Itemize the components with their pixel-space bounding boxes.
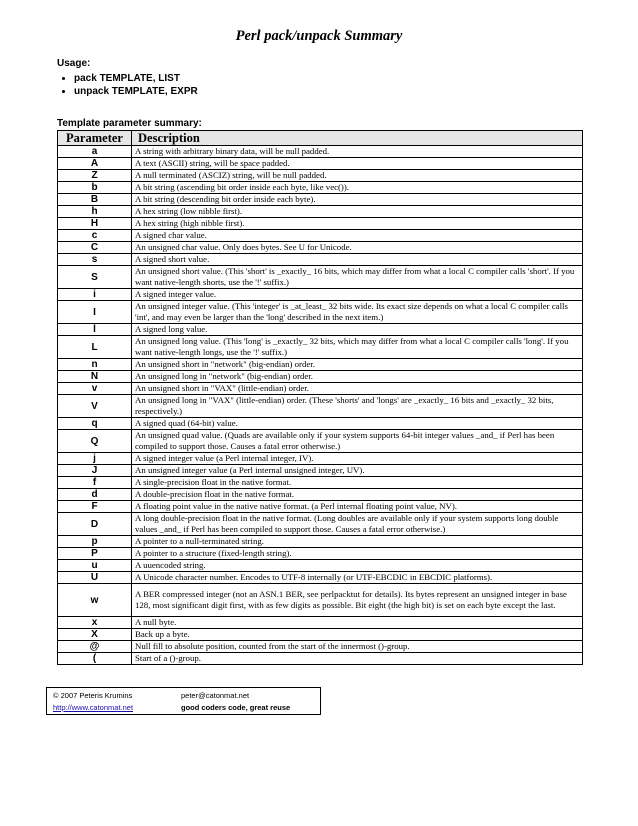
table-row <box>58 560 583 572</box>
parameter-description: A signed integer value. <box>132 289 583 301</box>
parameter-description: An unsigned integer value (a Perl internal unsigned integer, UV). <box>132 465 583 477</box>
parameter-description: Back up a byte. <box>132 629 583 641</box>
website-link[interactable]: http://www.catonmat.net <box>53 703 134 712</box>
table-row <box>58 266 583 289</box>
parameter-code: l <box>58 324 132 336</box>
parameter-description: Null fill to absolute position, counted from the start of the innermost ()-group. <box>132 641 583 653</box>
parameter-code: P <box>58 548 132 560</box>
parameter-description: An unsigned long value. (This 'long' is _exactly_ 32 bits, which may differ from what a local C compiler calls 'long'. If you want native-length longs, use the '!' suffix.) <box>132 336 583 359</box>
parameter-description: An unsigned short in "network" (big-endian) order. <box>132 359 583 371</box>
table-row <box>58 359 583 371</box>
parameter-description: An unsigned quad value. (Quads are available only if your system supports 64-bit integer values _and_ if Perl has been compiled to support those. Causes a fatal error otherwise.) <box>132 430 583 453</box>
parameter-code: J <box>58 465 132 477</box>
parameter-code: f <box>58 477 132 489</box>
parameter-description: Start of a ()-group. <box>132 653 583 665</box>
parameter-code: X <box>58 629 132 641</box>
template-summary-heading: Template parameter summary: <box>57 118 202 129</box>
parameter-description: A Unicode character number. Encodes to UTF-8 internally (or UTF-EBCDIC in EBCDIC platforms). <box>132 572 583 584</box>
table-row <box>58 641 583 653</box>
table-row <box>58 301 583 324</box>
parameter-code: x <box>58 617 132 629</box>
parameter-code: L <box>58 336 132 359</box>
table-row <box>58 617 583 629</box>
description-column-header: Description <box>132 131 583 146</box>
parameter-description: A null byte. <box>132 617 583 629</box>
table-row <box>58 430 583 453</box>
parameter-description: A signed quad (64-bit) value. <box>132 418 583 430</box>
table-body <box>58 146 583 665</box>
table-row <box>58 513 583 536</box>
table-row <box>58 536 583 548</box>
table-row <box>58 206 583 218</box>
parameter-code: F <box>58 501 132 513</box>
parameter-description: A signed long value. <box>132 324 583 336</box>
email-text: peter@catonmat.net <box>181 691 250 700</box>
slogan-text: good coders code, great reuse <box>181 703 291 712</box>
table-row <box>58 371 583 383</box>
table-row <box>58 289 583 301</box>
table-row <box>58 453 583 465</box>
parameter-code: v <box>58 383 132 395</box>
table-row <box>58 584 583 617</box>
parameter-code: A <box>58 158 132 170</box>
parameter-code: j <box>58 453 132 465</box>
parameter-code: q <box>58 418 132 430</box>
parameter-code: b <box>58 182 132 194</box>
parameter-description: A hex string (high nibble first). <box>132 218 583 230</box>
table-row <box>58 182 583 194</box>
parameter-description: An unsigned char value. Only does bytes. See U for Unicode. <box>132 242 583 254</box>
parameter-description: An unsigned short in "VAX" (little-endian) order. <box>132 383 583 395</box>
table-row <box>58 548 583 560</box>
parameter-code: S <box>58 266 132 289</box>
parameter-code: I <box>58 301 132 324</box>
table-row <box>58 395 583 418</box>
parameter-description: An unsigned integer value. (This 'integer' is _at_least_ 32 bits wide. Its exact size depends on what a local C compiler calls 'int', and may even be larger than the 'long' described in the next item.) <box>132 301 583 324</box>
parameter-column-header: Parameter <box>58 131 132 146</box>
parameter-code: a <box>58 146 132 158</box>
parameter-description: A null terminated (ASCIZ) string, will be null padded. <box>132 170 583 182</box>
table-row <box>58 158 583 170</box>
page-title: Perl pack/unpack Summary <box>235 28 403 44</box>
table-row <box>58 489 583 501</box>
usage-section <box>57 58 198 98</box>
parameter-code: Z <box>58 170 132 182</box>
table-row <box>58 629 583 641</box>
parameter-code: p <box>58 536 132 548</box>
parameter-code: D <box>58 513 132 536</box>
table-row <box>58 218 583 230</box>
table-row <box>58 324 583 336</box>
table-row <box>58 170 583 182</box>
parameter-description: A bit string (ascending bit order inside each byte, like vec()). <box>132 182 583 194</box>
parameter-code: i <box>58 289 132 301</box>
parameter-description: A double-precision float in the native format. <box>132 489 583 501</box>
table-row <box>58 230 583 242</box>
parameter-description: A floating point value in the native native format. (a Perl internal floating point value, NV). <box>132 501 583 513</box>
parameter-description: A hex string (low nibble first). <box>132 206 583 218</box>
parameter-code: n <box>58 359 132 371</box>
parameter-description: A string with arbitrary binary data, will be null padded. <box>132 146 583 158</box>
parameter-code: @ <box>58 641 132 653</box>
parameter-code: ( <box>58 653 132 665</box>
parameter-description: A uuencoded string. <box>132 560 583 572</box>
parameter-code: Q <box>58 430 132 453</box>
parameter-code: H <box>58 218 132 230</box>
parameter-description: A bit string (descending bit order inside each byte). <box>132 194 583 206</box>
parameter-description: An unsigned long in "VAX" (little-endian) order. (These 'shorts' and 'longs' are _exactly_ 16 bits and _exactly_ 32 bits, respectively.) <box>132 395 583 418</box>
parameter-description: A BER compressed integer (not an ASN.1 BER, see perlpacktut for details). Its bytes represent an unsigned integer in base 128, most significant digit first, with as few digits as possible. Bit eight (the high bit) is set on each byte except the last. <box>132 584 583 617</box>
table-row <box>58 194 583 206</box>
usage-list <box>57 72 198 98</box>
parameter-code: d <box>58 489 132 501</box>
parameter-description: An unsigned long in "network" (big-endian) order. <box>132 371 583 383</box>
parameter-code: w <box>58 584 132 617</box>
parameter-description: A signed char value. <box>132 230 583 242</box>
usage-item-pack: • pack TEMPLATE, LIST <box>74 72 198 85</box>
table-header-row <box>58 131 583 146</box>
parameter-description: A text (ASCII) string, will be space padded. <box>132 158 583 170</box>
parameter-code: N <box>58 371 132 383</box>
table-row <box>58 572 583 584</box>
table-row <box>58 336 583 359</box>
table-row <box>58 383 583 395</box>
copyright-text: © 2007 Peteris Krumins <box>53 691 133 700</box>
parameter-description: A long double-precision float in the native format. (Long doubles are available only if your system supports long double values _and_ if Perl has been compiled to support those. Causes a fatal error otherwise.) <box>132 513 583 536</box>
table-row <box>58 653 583 665</box>
table-row <box>58 465 583 477</box>
parameter-code: B <box>58 194 132 206</box>
parameter-description: An unsigned short value. (This 'short' is _exactly_ 16 bits, which may differ from what a local C compiler calls 'short'. If you want native-length shorts, use the '!' suffix.) <box>132 266 583 289</box>
table-row <box>58 477 583 489</box>
table-row <box>58 146 583 158</box>
parameter-description: A single-precision float in the native format. <box>132 477 583 489</box>
parameter-description: A signed integer value (a Perl internal integer, IV). <box>132 453 583 465</box>
parameter-code: C <box>58 242 132 254</box>
parameter-code: V <box>58 395 132 418</box>
usage-heading: Usage: <box>57 58 91 69</box>
footer-box <box>46 687 321 715</box>
parameter-code: u <box>58 560 132 572</box>
table-row <box>58 501 583 513</box>
parameter-code: U <box>58 572 132 584</box>
parameter-description: A pointer to a structure (fixed-length string). <box>132 548 583 560</box>
table-row <box>58 418 583 430</box>
usage-item-unpack: • unpack TEMPLATE, EXPR <box>74 85 198 98</box>
table-row <box>58 242 583 254</box>
parameter-code: s <box>58 254 132 266</box>
parameter-code: c <box>58 230 132 242</box>
parameter-description: A signed short value. <box>132 254 583 266</box>
parameter-code: h <box>58 206 132 218</box>
table-row <box>58 254 583 266</box>
parameter-description: A pointer to a null-terminated string. <box>132 536 583 548</box>
template-parameter-table <box>57 130 583 665</box>
